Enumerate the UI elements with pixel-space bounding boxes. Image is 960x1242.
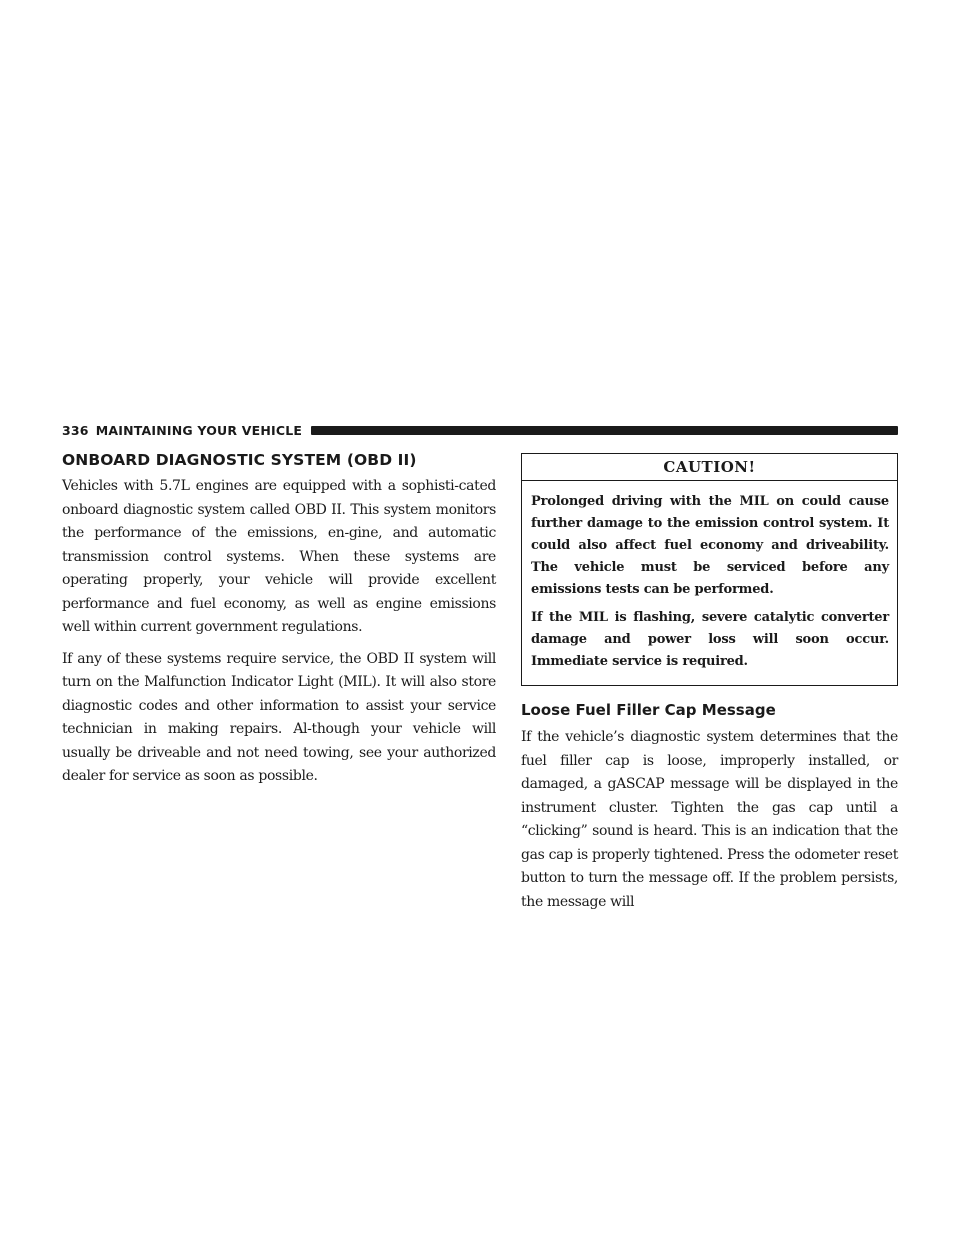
page-header bbox=[62, 421, 898, 439]
header-rule bbox=[311, 426, 898, 435]
obd-paragraph-1: Vehicles with 5.7L engines are equipped with a sophisti-cated onboard diagnostic system called OBD II. This system monitors the performance of the emissions, en-gine, and automatic transmission control systems. When these systems are operating properly, your vehicle will provide excellent performance and fuel economy, as well as engine emissions well within current government regulations. bbox=[62, 478, 496, 635]
fuel-cap-title: Loose Fuel Filler Cap Message bbox=[521, 701, 776, 719]
caution-paragraph-2: If the MIL is flashing, severe catalytic converter damage and power loss will soon occur. Immediate service is required. bbox=[531, 610, 889, 669]
caution-title: CAUTION! bbox=[522, 454, 897, 481]
obd-paragraph-2: If any of these systems require service, the OBD II system will turn on the Malfunction Indicator Light (MIL). It will also store diagnostic codes and other information to assist your service technician in making repairs. Al-though your vehicle will usually be driveable and not need towing, see your authorized dealer for service as soon as possible. bbox=[62, 650, 496, 784]
caution-paragraph-1: Prolonged driving with the MIL on could cause further damage to the emission control system. It could also affect fuel economy and driveability. The vehicle must be serviced before any emissions tests can be performed. bbox=[531, 494, 889, 597]
obd-section-title: ONBOARD DIAGNOSTIC SYSTEM (OBD II) bbox=[62, 451, 417, 469]
left-column bbox=[62, 451, 496, 797]
fuel-cap-paragraph: If the vehicle’s diagnostic system determines that the fuel filler cap is loose, improperly installed, or damaged, a gASCAP message will be displayed in the instrument cluster. Tighten the gas cap until a “clicking” sound is heard. This is an indication that the gas cap is properly tightened. Press the odometer reset button to turn the message off. If the problem persists, the message will bbox=[521, 729, 898, 910]
caution-body bbox=[522, 481, 897, 685]
section-name: MAINTAINING YOUR VEHICLE bbox=[95, 422, 303, 438]
caution-box bbox=[521, 453, 898, 686]
page-number: 336 bbox=[62, 422, 89, 438]
right-column bbox=[521, 453, 898, 922]
